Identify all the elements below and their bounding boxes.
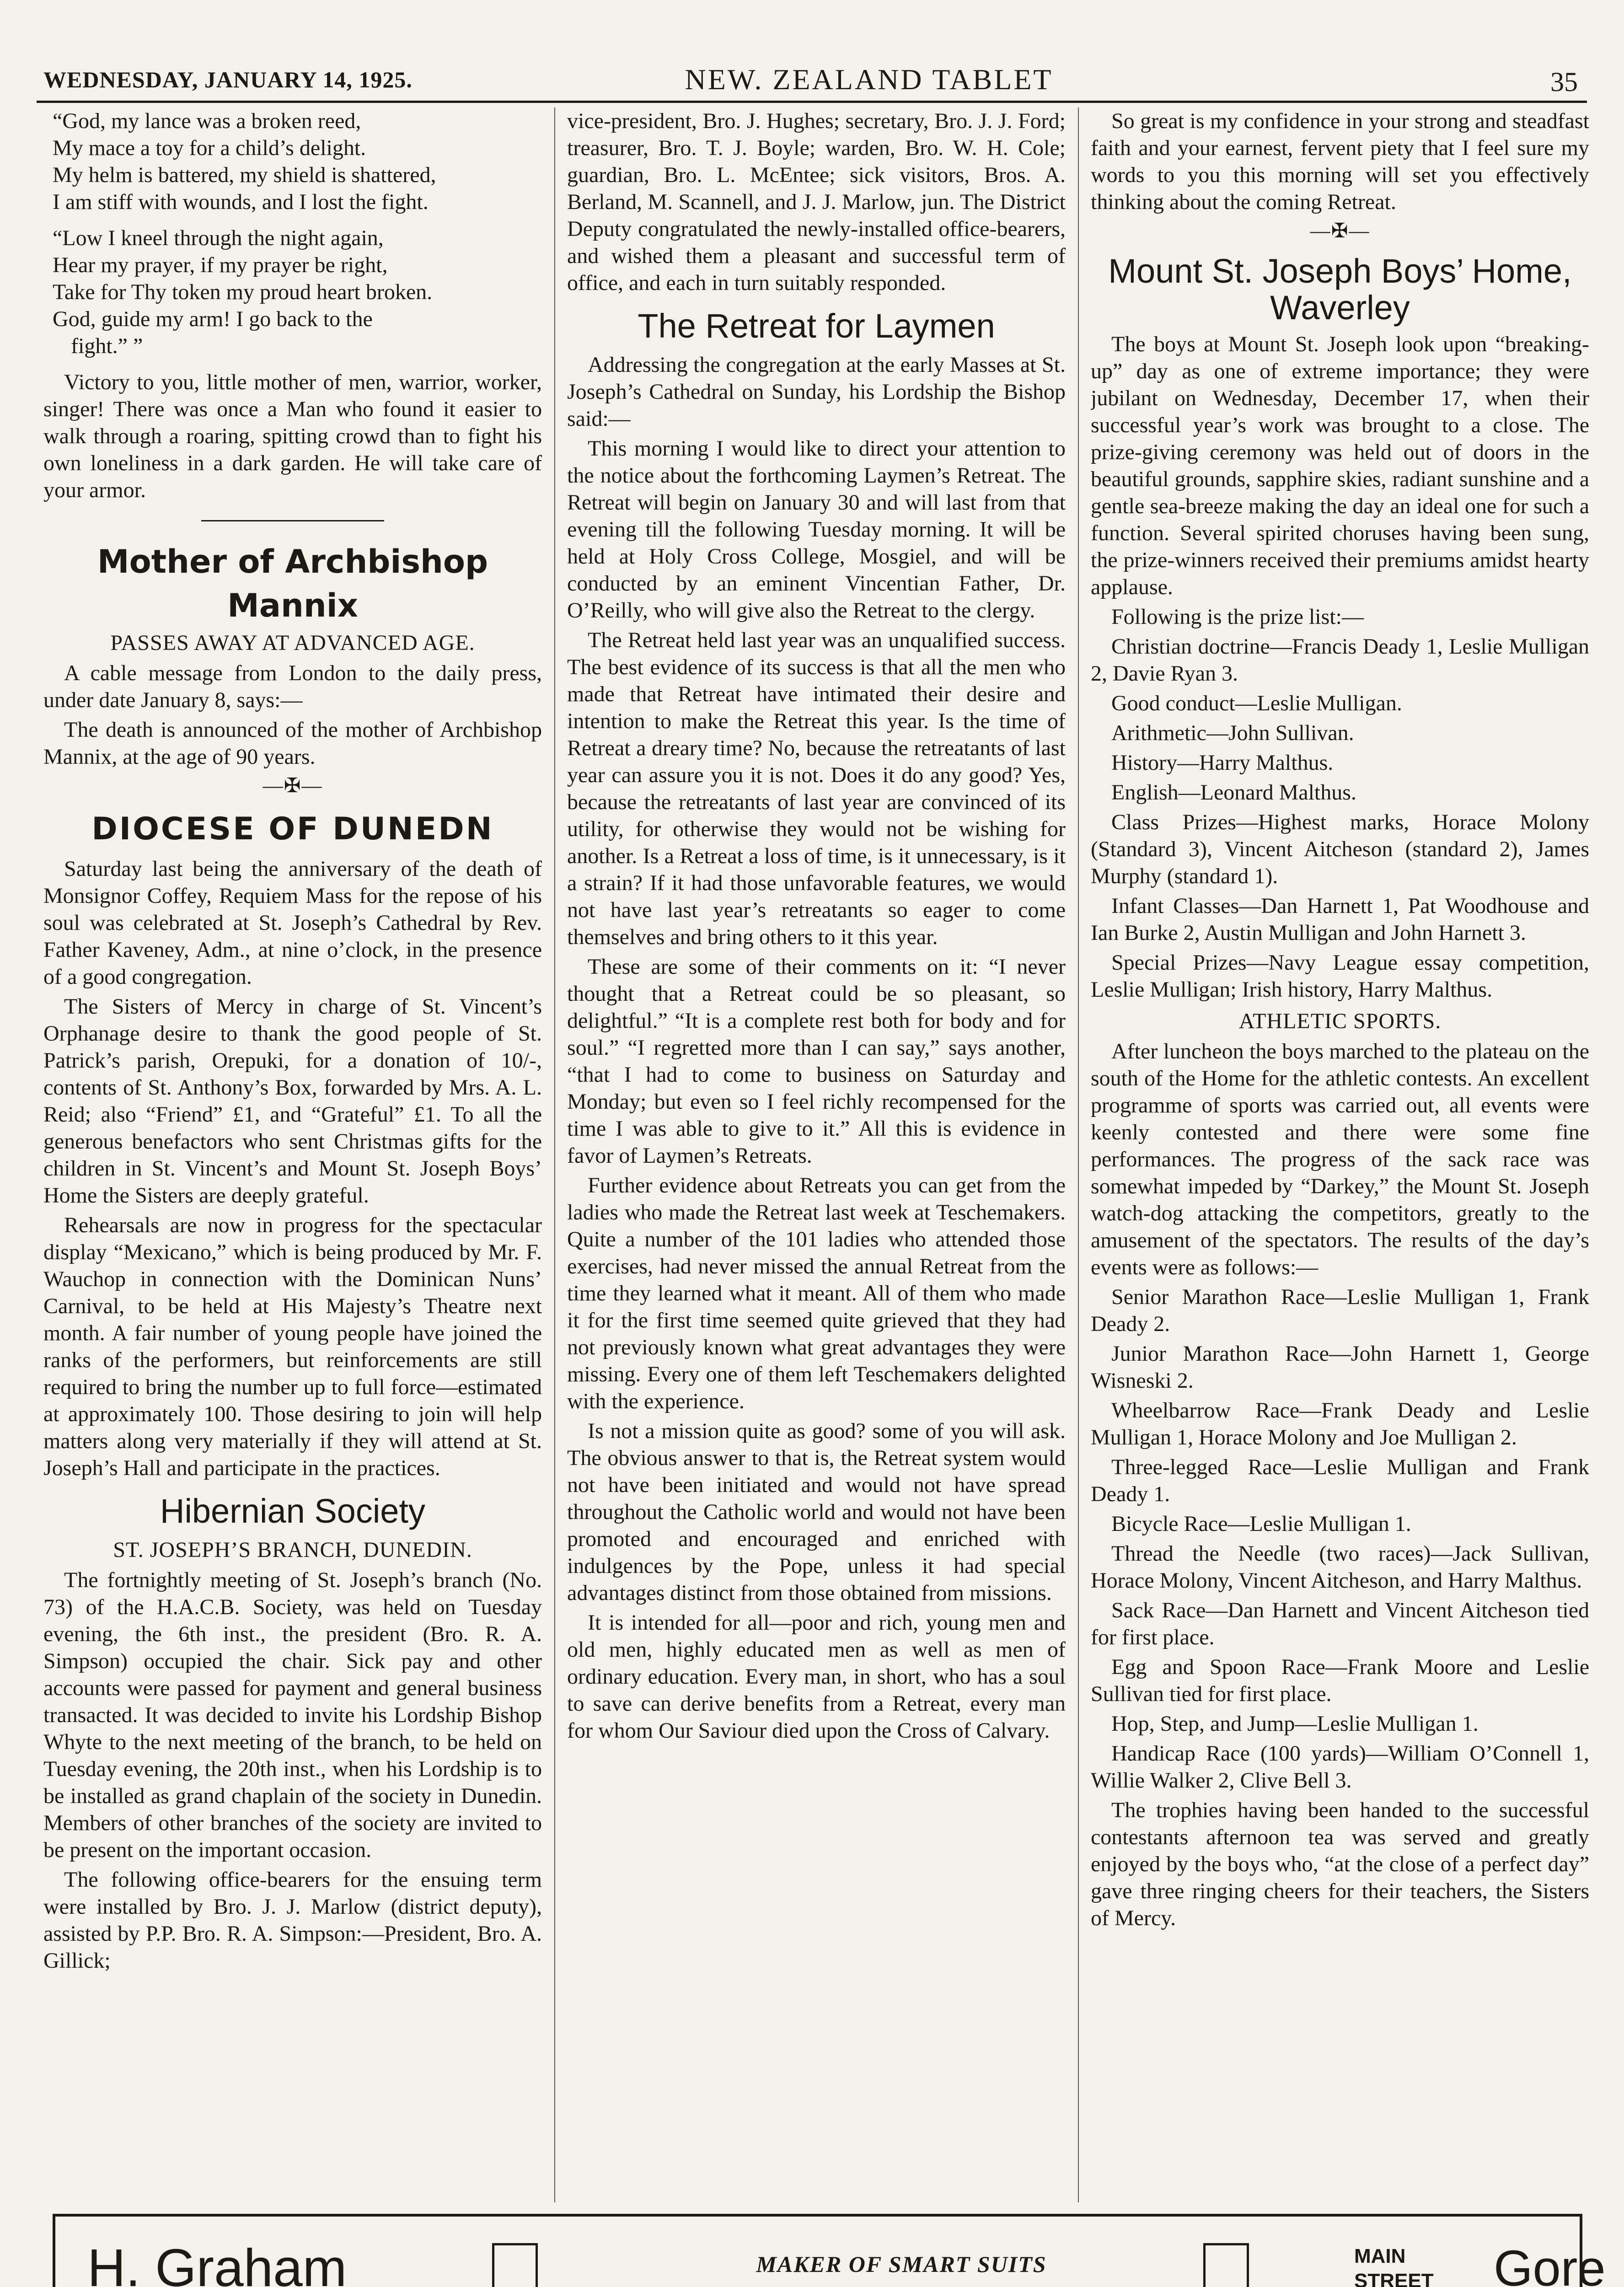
prize-item: Arithmetic—John Sullivan.	[1111, 721, 1354, 745]
paragraph: Addressing the congregation at the early Masses at St. Joseph’s Cathedral on Sunday, his Lordship the Bishop said:—	[567, 353, 1066, 431]
paragraph: The following office-bearers for the ensuing term were installed by Bro. J. J. Marlow (district deputy), assisted by P.P. Bro. R. A. Simpson:—President, Bro. A. Gillick;	[43, 1868, 542, 1973]
result-item: Wheelbarrow Race—Frank Deady and Leslie Mulligan 1, Horace Molony and Joe Mulligan 2.	[1091, 1398, 1589, 1450]
result-item: Junior Marathon Race—John Harnett 1, George Wisneski 2.	[1091, 1342, 1589, 1393]
poem-line: “God, my lance was a broken reed,	[53, 109, 361, 133]
paragraph: This morning I would like to direct your attention to the notice about the forthcoming Laymen’s Retreat. The Retreat will begin on January 30 and will last from that evening till the following Tuesday morning. It will be held at Holy Cross College, Mosgiel, and will be conducted by an eminent Vincentian Father, Dr. O’Reilly, who will give also the Retreat to the clergy.	[567, 436, 1066, 623]
ad-street	[1354, 2244, 1434, 2287]
poem-stanza-2	[43, 225, 542, 360]
poem-line: I am stiff with wounds, and I lost the fight.	[53, 190, 429, 214]
paragraph: The boys at Mount St. Joseph look upon “breaking-up” day as one of extreme importance; they were jubilant on Wednesday, December 17, when their successful year’s work was brought to a close. The prize-giving ceremony was held out of doors in the beautiful grounds, sapphire skies, radiant sunshine and a gentle sea-breeze making the day an ideal one for such a function. Several spirited choruses having been sung, the prize-winners received their premiums amidst hearty applause.	[1091, 332, 1589, 599]
ornament-divider: —✠—	[263, 774, 323, 797]
section-rule	[201, 520, 384, 521]
paragraph: Saturday last being the anniversary of the death of Monsignor Coffey, Requiem Mass for the repose of his soul was celebrated at St. Joseph’s Cathedral by Rev. Father Kaveney, Adm., at nine o’clock, in the presence of a good congregation.	[43, 857, 542, 989]
victory-paragraph: Victory to you, little mother of men, warrior, worker, singer! There was once a Man who found it easier to walk through a roaring, spitting crowd than to fight his own loneliness in a dark garden. He will take care of your armor.	[43, 370, 542, 502]
paragraph: The Sisters of Mercy in charge of St. Vincent’s Orphanage desire to thank the good people of St. Patrick’s parish, Orepuki, for a donation of 10/-, contents of St. Anthony’s Box, forwarded by Mrs. A. L. Reid; also “Friend” £1, and “Grateful” £1. To all the generous benefactors who sent Christmas gifts for the children in St. Vincent’s and Mount St. Joseph Boys’ Home the Sisters are deeply grateful.	[43, 994, 542, 1208]
mannix-heading: Mother of Archbishop Mannix	[97, 543, 488, 624]
paragraph: Following is the prize list:—	[1111, 605, 1364, 629]
tailor-advertisement	[53, 2214, 1606, 2287]
paragraph: These are some of their comments on it: “I never thought that a Retreat could be so pleasant, so delightful.” “It is a complete rest both for body and for soul.” “I regretted more than I can say,” says another, “that I had to come to business on Saturday and Monday; but even so I feel richly recompensed for the time I was able to give to it.” All this is evidence in favor of Laymen’s Retreats.	[567, 955, 1066, 1168]
hibernian-subheading: ST. JOSEPH’S BRANCH, DUNEDIN.	[113, 1538, 472, 1562]
column-rule	[1078, 107, 1079, 2202]
ad-business-name: H. Graham	[87, 2238, 347, 2287]
diocese-heading: DIOCESE OF DUNEDN	[91, 811, 494, 847]
paragraph: It is intended for all—poor and rich, young men and old men, highly educated men as well as men of ordinary education. Every man, in short, who has a soul to save can derive benefits from a Retreat, every man for whom Our Saviour died upon the Cross of Calvary.	[567, 1611, 1066, 1743]
paragraph: The fortnightly meeting of St. Joseph’s branch (No. 73) of the H.A.C.B. Society, was held on Tuesday evening, the 6th inst., the president (Bro. R. A. Simpson) occupied the chair. Sick pay and other accounts were passed for payment and general business transacted. It was decided to invite his Lordship Bishop Whyte to the next meeting of the branch, to be held on Tuesday evening, the 20th inst., when his Lordship is to be installed as grand chaplain of the society in Dunedin. Members of other branches of the society are invited to be present on the important occasion.	[43, 1568, 542, 1862]
result-item: Thread the Needle (two races)—Jack Sullivan, Horace Molony, Vincent Aitcheson, and Harry Malthus.	[1091, 1541, 1589, 1593]
result-item: Senior Marathon Race—Leslie Mulligan 1, Frank Deady 2.	[1091, 1285, 1589, 1336]
mount-heading-line: Waverley	[1270, 289, 1410, 327]
mount-heading	[1091, 253, 1589, 326]
poem-line: God, guide my arm! I go back to the	[53, 307, 373, 331]
paragraph: vice-president, Bro. J. Hughes; secretary, Bro. J. J. Ford; treasurer, Bro. T. J. Boyle; warden, Bro. W. H. Cole; guardian, Bro. L. McEntee; sick visitors, Bros. A. Berland, M. Scannell, and J. J. Marlow, jun. The District Deputy congratulated the newly-installed office-bearers, and wished them a pleasant and successful term of office, and each in turn suitably responded.	[567, 109, 1066, 295]
paragraph: After luncheon the boys marched to the plateau on the south of the Home for the athletic contests. An excellent programme of sports was carried out, all events were keenly contested and there were some fine performances. The progress of the sack race was somewhat impeded by “Darkey,” the Mount St. Joseph watch-dog attacking the competitors, greatly to the amusement of the spectators. The results of the day’s events were as follows:—	[1091, 1039, 1589, 1279]
page-number: 35	[1550, 67, 1578, 97]
ad-town: Gore	[1494, 2240, 1606, 2287]
paragraph: Further evidence about Retreats you can get from the ladies who made the Retreat last week at Teschemakers. Quite a number of the 101 ladies who attended those exercises, had never missed the annual Retreat from the time they learned what it meant. All of them who made it for the first time seemed quite grieved that they had not previously known what great advantages they were missing. Every one of them left Teschemakers delighted with the experience.	[567, 1173, 1066, 1413]
masthead-title: NEW. ZEALAND TABLET	[685, 63, 1053, 96]
sports-heading: ATHLETIC SPORTS.	[1238, 1009, 1442, 1033]
ad-street-line: STREET	[1354, 2270, 1434, 2287]
column-2	[567, 107, 1066, 2207]
prize-item: Good conduct—Leslie Mulligan.	[1111, 691, 1402, 715]
prize-item: Christian doctrine—Francis Deady 1, Leslie Mulligan 2, Davie Ryan 3.	[1091, 634, 1589, 686]
poem-stanza-1	[43, 107, 542, 215]
page-header	[43, 53, 1587, 103]
mannix-subheading: PASSES AWAY AT ADVANCED AGE.	[110, 631, 475, 655]
poem-line: My mace a toy for a child’s delight.	[53, 136, 366, 160]
ad-street-line: MAIN	[1354, 2245, 1406, 2267]
ornament-divider: —✠—	[1310, 220, 1370, 242]
ad-box-ornament	[1203, 2243, 1249, 2287]
issue-date: WEDNESDAY, JANUARY 14, 1925.	[43, 67, 413, 92]
prize-item: Special Prizes—Navy League essay competition, Leslie Mulligan; Irish history, Harry Malthus.	[1091, 950, 1589, 1002]
column-3	[1091, 107, 1589, 2207]
hibernian-heading: Hibernian Society	[160, 1492, 425, 1530]
ad-slogan: MAKER OF SMART SUITS	[756, 2251, 1047, 2277]
paragraph: Is not a mission quite as good? some of you will ask. The obvious answer to that is, the Retreat system would not have been initiated and would not have spread throughout the Catholic world and would not have been promoted and encouraged and enriched with indulgences by the Pope, unless it had special advantages distinct from those obtained from missions.	[567, 1419, 1066, 1605]
prize-item: History—Harry Malthus.	[1111, 751, 1334, 775]
prize-item: English—Leonard Malthus.	[1111, 780, 1356, 805]
result-item: Sack Race—Dan Harnett and Vincent Aitcheson tied for first place.	[1091, 1598, 1589, 1649]
result-item: Egg and Spoon Race—Frank Moore and Leslie Sullivan tied for first place.	[1091, 1655, 1589, 1706]
column-1	[43, 107, 542, 2207]
poem-line: fight.” ”	[71, 334, 143, 358]
poem-line: Take for Thy token my proud heart broken.	[53, 280, 433, 304]
paragraph: The trophies having been handed to the successful contestants afternoon tea was served and greatly enjoyed by the boys who, “at the close of a perfect day” gave three ringing cheers for their teachers, the Sisters of Mercy.	[1091, 1798, 1589, 1930]
result-item: Hop, Step, and Jump—Leslie Mulligan 1.	[1111, 1712, 1479, 1736]
ad-box-ornament	[492, 2243, 538, 2287]
poem-line: “Low I kneel through the night again,	[53, 226, 384, 250]
poem-line: My helm is battered, my shield is shattered,	[53, 163, 436, 187]
result-item: Bicycle Race—Leslie Mulligan 1.	[1111, 1512, 1411, 1536]
paragraph: The Retreat held last year was an unqualified success. The best evidence of its success is that all the men who made that Retreat have intimated their desire and intention to make the Retreat this year. Is the time of Retreat a dreary time? No, because the retreatants of last year can assure you it is not. Does it do any good? Yes, because the retreatants of last year are convinced of its utility, for otherwise they would not be wishing for another. Is a Retreat a loss of time, is it unnecessary, is it a strain? If it had those unfavorable features, we would not have last year’s retreatants so eager to come themselves and bring others to it this year.	[567, 628, 1066, 949]
retreat-heading: The Retreat for Laymen	[638, 307, 995, 345]
paragraph: The death is announced of the mother of Archbishop Mannix, at the age of 90 years.	[43, 718, 542, 769]
prize-item: Class Prizes—Highest marks, Horace Molony (Standard 3), Vincent Aitcheson (standard 2), James Murphy (standard 1).	[1091, 810, 1589, 888]
paragraph: So great is my confidence in your strong and steadfast faith and your earnest, fervent piety that I feel sure my words to you this morning will set you effectively thinking about the coming Retreat.	[1091, 109, 1589, 214]
mount-heading-line: Mount St. Joseph Boys’ Home,	[1108, 252, 1572, 290]
column-rule	[554, 107, 555, 2202]
paragraph: A cable message from London to the daily press, under date January 8, says:—	[43, 661, 542, 712]
result-item: Handicap Race (100 yards)—William O’Connell 1, Willie Walker 2, Clive Bell 3.	[1091, 1741, 1589, 1793]
paragraph: Rehearsals are now in progress for the spectacular display “Mexicano,” which is being produced by Mr. F. Wauchop in connection with the Dominican Nuns’ Carnival, to be held at His Majesty’s Theatre next month. A fair number of young people have joined the ranks of the performers, but reinforcements are still required to bring the number up to full force—estimated at approximately 100. Those desiring to join will help matters along very materially if they will attend at St. Joseph’s Hall and participate in the practices.	[43, 1213, 542, 1480]
poem-line: Hear my prayer, if my prayer be right,	[53, 253, 388, 277]
result-item: Three-legged Race—Leslie Mulligan and Frank Deady 1.	[1091, 1455, 1589, 1506]
header-rule	[37, 101, 1587, 103]
prize-item: Infant Classes—Dan Harnett 1, Pat Woodhouse and Ian Burke 2, Austin Mulligan and John Harnett 3.	[1091, 894, 1589, 945]
